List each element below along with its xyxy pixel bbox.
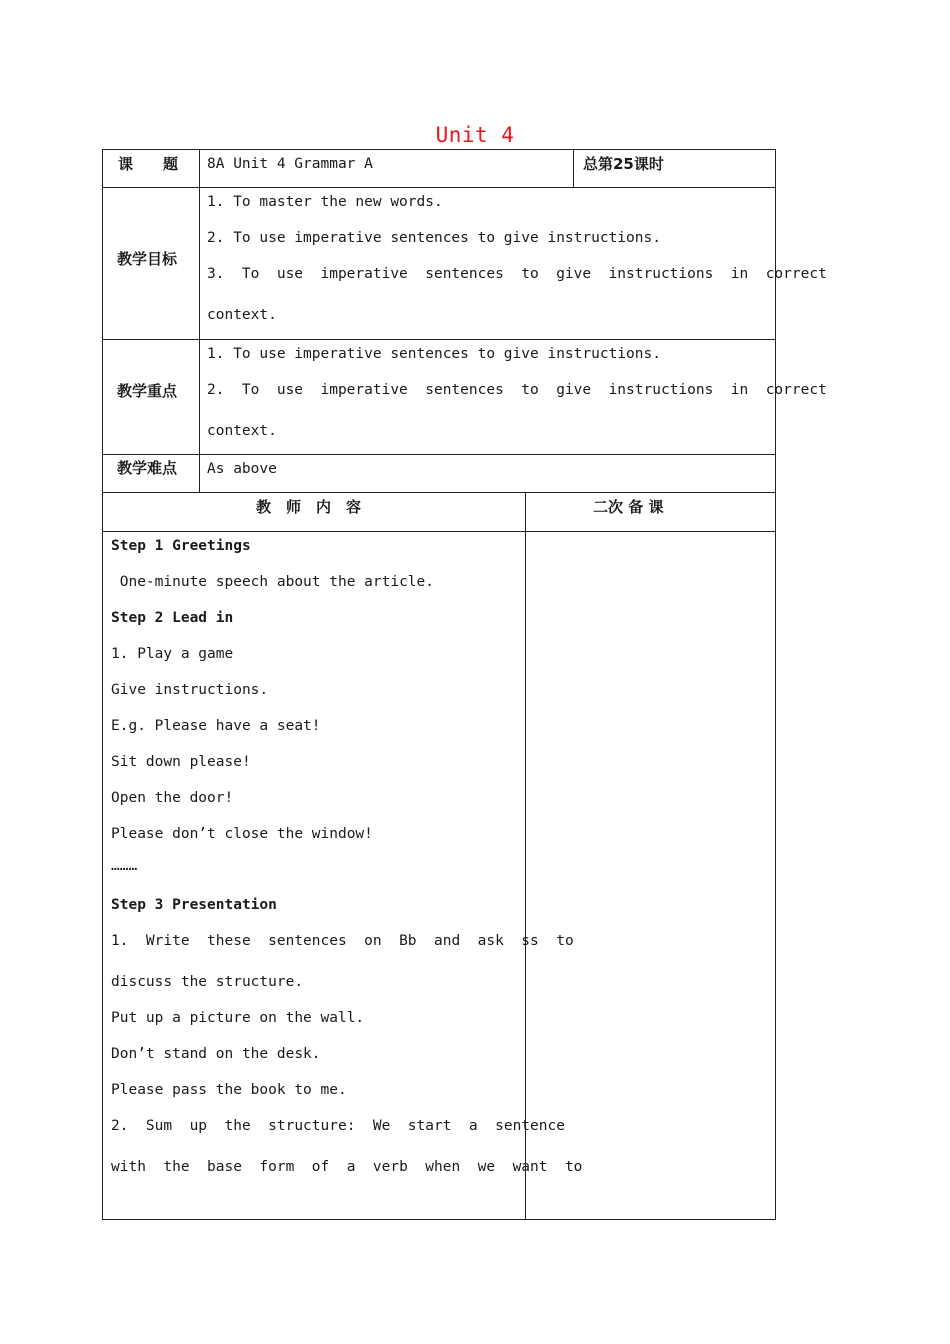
content-line: Put up a picture on the wall. (111, 1010, 365, 1026)
content-line: 1. Play a game (111, 646, 234, 662)
row-divider (102, 339, 776, 340)
topic-value: 8A Unit 4 Grammar A (207, 156, 373, 172)
col-divider (573, 149, 574, 187)
content-line: Please pass the book to me. (111, 1082, 347, 1098)
content-line: 2. Sum up the structure: We start a sentence (111, 1118, 565, 1134)
content-line: Give instructions. (111, 682, 269, 698)
content-line: Open the door! (111, 790, 234, 806)
document-title: Unit 4 (435, 123, 515, 147)
key-point-line: 2. To use imperative sentences to give instructions in correct (207, 382, 827, 398)
objective-line: context. (207, 307, 277, 323)
objective-line: 1. To master the new words. (207, 194, 443, 210)
content-line: 1. Write these sentences on Bb and ask ss to (111, 933, 574, 949)
content-line: Step 1 Greetings (111, 538, 251, 554)
col-header-second-prep: 二次 备 课 (593, 498, 664, 516)
content-line: ……… (111, 858, 138, 874)
objective-line: 2. To use imperative sentences to give instructions. (207, 230, 661, 246)
content-line: Sit down please! (111, 754, 251, 770)
lesson-count: 总第25课时 (583, 155, 664, 173)
col-header-teacher-content: 教 师 内 容 (256, 498, 362, 516)
content-line: discuss the structure. (111, 974, 304, 990)
row-divider (102, 187, 776, 188)
col-divider (199, 149, 200, 493)
label-topic: 课 题 (118, 155, 179, 173)
key-point-line: 1. To use imperative sentences to give instructions. (207, 346, 661, 362)
label-key-points: 教学重点 (117, 382, 178, 400)
difficulties-value: As above (207, 461, 277, 477)
content-line: Step 3 Presentation (111, 897, 277, 913)
content-line: Step 2 Lead in (111, 610, 234, 626)
row-divider (102, 492, 776, 493)
objective-line: 3. To use imperative sentences to give instructions in correct (207, 266, 827, 282)
row-divider (102, 531, 776, 532)
label-difficulties: 教学难点 (117, 459, 178, 477)
content-line: Please don’t close the window! (111, 826, 373, 842)
content-line: One-minute speech about the article. (111, 574, 435, 590)
key-point-line: context. (207, 423, 277, 439)
label-objectives: 教学目标 (117, 250, 178, 268)
content-line: with the base form of a verb when we want to (111, 1159, 583, 1175)
content-line: E.g. Please have a seat! (111, 718, 321, 734)
row-divider (102, 454, 776, 455)
content-line: Don’t stand on the desk. (111, 1046, 321, 1062)
col-divider (525, 492, 526, 1220)
